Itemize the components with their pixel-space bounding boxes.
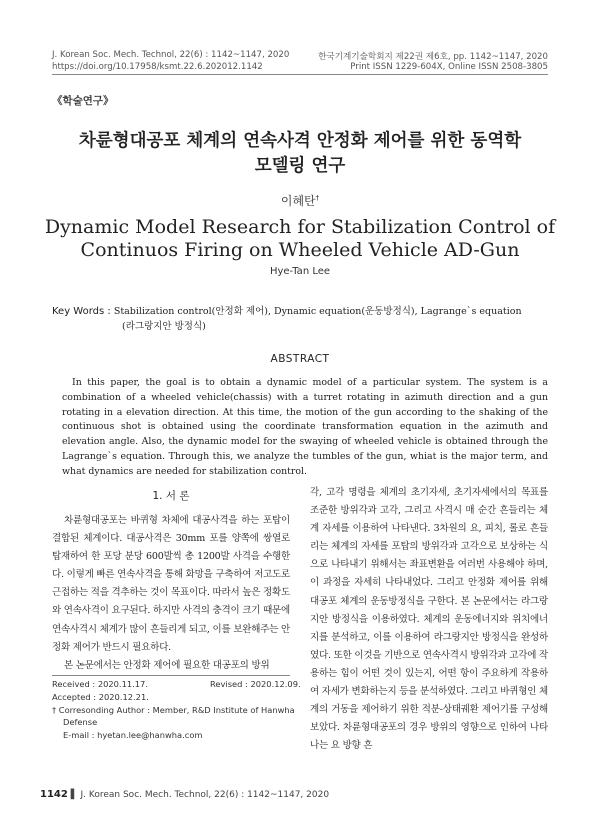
- header-issn: Print ISSN 1229-604X, Online ISSN 2508-3805: [350, 62, 548, 72]
- header-doi[interactable]: https://doi.org/10.17958/ksmt.22.6.202012.1142: [52, 62, 263, 72]
- intro-paragraph-2: 본 논문에서는 안정화 제어에 필요한 대공포의 방위: [64, 659, 270, 671]
- right-column: [310, 484, 548, 755]
- keywords-label: Key Words :: [52, 306, 111, 317]
- footnote-revised: Revised : 2020.12.09.: [210, 679, 301, 689]
- footer-journal-citation: J. Korean Soc. Mech. Technol, 22(6) : 1142~1147, 2020: [80, 790, 330, 800]
- keywords-line2: (라그랑지안 방정식): [122, 321, 206, 332]
- abstract-heading: ABSTRACT: [270, 353, 330, 365]
- author-korean-name: 이혜탄: [280, 194, 316, 208]
- intro-paragraph-1: 차륜형대공포는 바퀴형 차체에 대공사격을 하는 포탑이 결합된 체계이다. 대공사격은 30mm 포를 양쪽에 쌍열로 탑재하여 한 포당 분당 600발씩 총 1200발 사격을 수행한다. 이렇게 빠른 연속사격을 통해 화망을 구축하여 저고도로 근접하는 적을 격추하는 것이 목표이다. 따라서 높은 정확도와 연속사격이 요구된다. 하지만 사격의 충격이 크기 때문에 연속사격시 체계가 많이 흔들리게 되고, 이를 보완해주는 안정화 제어가 반드시 필요하다.: [52, 515, 291, 653]
- header-rule: [52, 74, 548, 75]
- footnote-corresponding: † Corresonding Author : Member, R&D Institute of Hanwha: [52, 705, 295, 715]
- header-journal-korean: 한국기계기술학회지 제22권 제6호, pp. 1142~1147, 2020: [318, 52, 548, 62]
- footnote-received: Received : 2020.11.17.: [52, 679, 148, 689]
- abstract-text: In this paper, the goal is to obtain a dynamic model of a particular system. The system is a combination of a wheeled vehicle(chassis) with a turret rotating in azimuth direction and a gun rotating in a elevation direction. At this time, the motion of the gun according to the shaking of the continuous shot is obtained using the coordinate transformation equation in the azimuth and elevation angle. Also, the dynamic model for the swaying of wheeled vehicle is obtained through the Lagrange`s equation. Through this, we analyze the tumbles of the gun, whiat is the major term, and what dynamics are needed for stabilization control.: [62, 377, 548, 477]
- footer-separator: ▌: [70, 790, 81, 800]
- author-english: Hye-Tan Lee: [269, 266, 331, 277]
- right-column-paragraph: 각, 고각 명령을 체계의 초기자세, 초기자세에서의 목표를 조준한 방위각과 고각, 그리고 사격시 매 순간 흔들리는 체계 자세를 이용하여 나타낸다. 3차원의 요, 피치, 롤로 흔들리는 체계의 자세를 포탑의 방위각과 고각으로 보상하는 식으로 나타내기 위해서는 좌표변환을 여러번 사용해야 하며, 이 과정을 자세히 나타내었다. 그리고 안정화 제어를 위해 대공포 체계의 운동방정식을 구한다. 본 논문에서는 라그랑지안 방정식을 이용하였다. 체계의 운동에너지와 위치에너지를 분석하고, 이를 이용하여 라그랑지안 방정식을 완성하였다. 또한 이것을 기반으로 연속사격시 방위각과 고각에 작용하는 힘이 어떤 것이 있는지, 어떤 항이 주요하게 작용하여 자세가 변화하는지 등을 분석하였다. 그리고 바퀴형인 체계의 거동을 제어하기 위한 적분-상태궤환 제어기를 구성해 보았다. 차륜형대공포의 경우 방위의 영향으로 인하여 나타나는 요 방향 흔: [310, 487, 549, 752]
- left-column: [52, 512, 290, 675]
- author-footnote-mark: †: [315, 194, 320, 202]
- title-korean-line2: 모델링 연구: [254, 156, 346, 176]
- keywords-line1: Stabilization control(안정화 제어), Dynamic equation(운동방정식), Lagrange`s equation: [113, 306, 522, 317]
- page-footer: [40, 789, 329, 800]
- header-journal-citation: J. Korean Soc. Mech. Technol, 22(6) : 1142~1147, 2020: [52, 50, 290, 60]
- footnote-rule: [52, 675, 290, 676]
- footnote-email[interactable]: E-mail : hyetan.lee@hanwha.com: [63, 730, 203, 740]
- footnote-accepted: Accepted : 2020.12.21.: [52, 692, 149, 702]
- title-english-line2: Continuos Firing on Wheeled Vehicle AD-Gun: [80, 239, 520, 261]
- footnote-corresponding-cont: Defense: [63, 717, 98, 727]
- author-korean: [0, 192, 600, 209]
- section-heading-introduction: 1. 서 론: [152, 490, 190, 502]
- keywords: [52, 304, 552, 334]
- title-english-line1: Dynamic Model Research for Stabilization Control of: [44, 216, 556, 238]
- page-number: 1142: [40, 789, 68, 800]
- category-tag: 《학술연구》: [52, 95, 114, 107]
- title-korean-line1: 차륜형대공포 체계의 연속사격 안정화 제어를 위한 동역학: [78, 131, 522, 151]
